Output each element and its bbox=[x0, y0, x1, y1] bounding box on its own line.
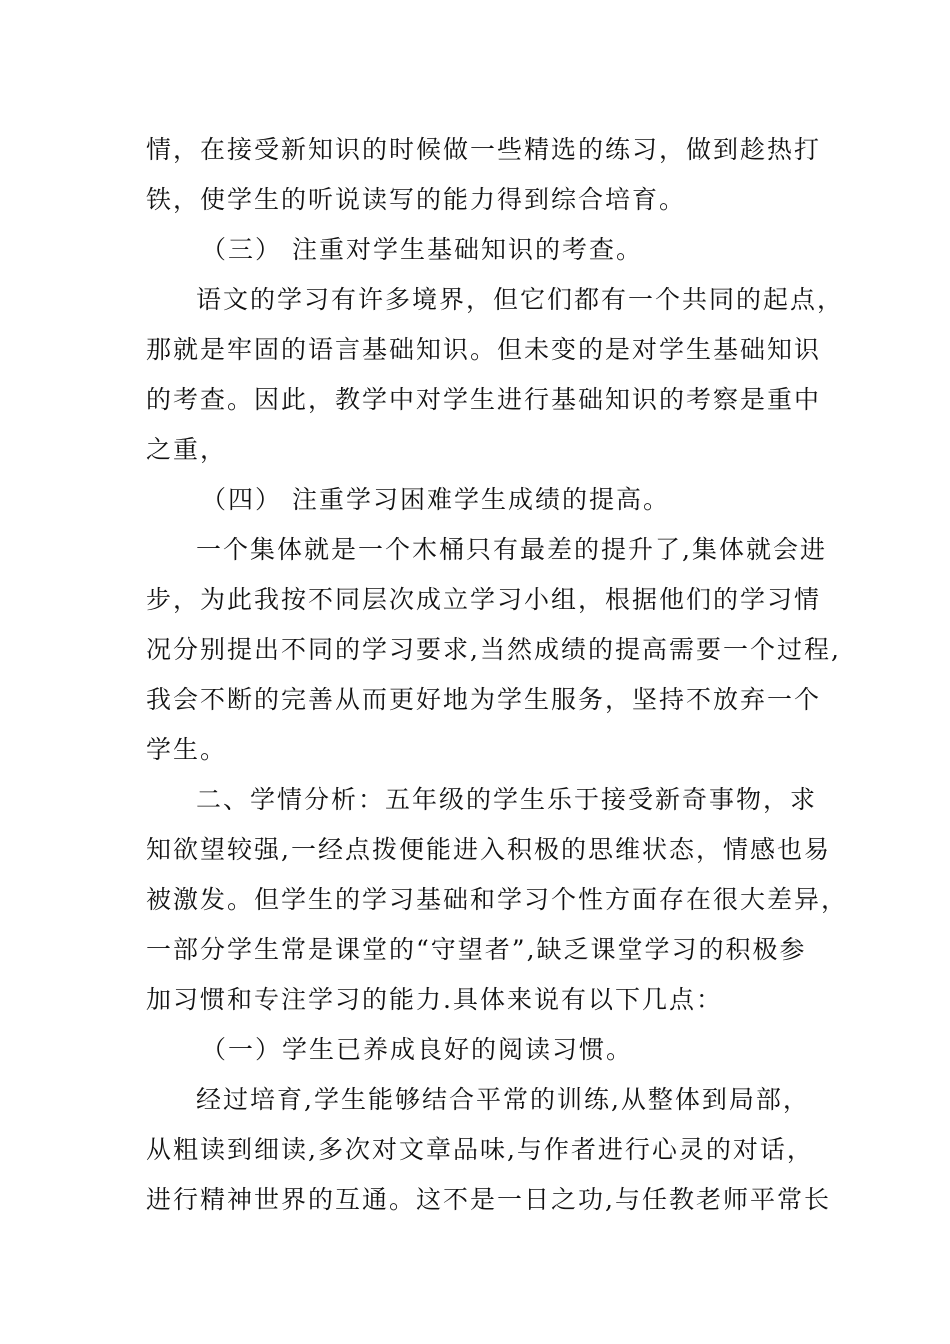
paragraph-start: 经过培育,学生能够结合平常的训练,从整体到局部， bbox=[196, 1085, 810, 1114]
paragraph-start: 一个集体就是一个木桶只有最差的提升了,集体就会进 bbox=[196, 535, 827, 564]
text-line: 进行精神世界的互通。这不是一日之功,与任教老师平常长 bbox=[146, 1185, 831, 1214]
text-line: 那就是牢固的语言基础知识。但未变的是对学生基础知识 bbox=[146, 335, 822, 364]
section-heading-one: （一）学生已养成良好的阅读习惯。 bbox=[201, 1035, 634, 1064]
text-line: 一部分学生常是课堂的“守望者”,缺乏课堂学习的积极参 bbox=[146, 935, 807, 964]
text-line: 知欲望较强,一经点拨便能进入积极的思维状态，情感也易 bbox=[146, 835, 831, 864]
text-line: 步，为此我按不同层次成立学习小组，根据他们的学习情 bbox=[146, 585, 822, 614]
text-line: 加习惯和专注学习的能力.具体来说有以下几点： bbox=[146, 985, 723, 1014]
text-line: 从粗读到细读,多次对文章品味,与作者进行心灵的对话， bbox=[146, 1135, 814, 1164]
section-heading-analysis: 二、学情分析：五年级的学生乐于接受新奇事物，求 bbox=[196, 785, 818, 814]
text-line: 的考查。因此，教学中对学生进行基础知识的考察是重中 bbox=[146, 385, 822, 414]
text-line: 情，在接受新知识的时候做一些精选的练习，做到趁热打 bbox=[146, 135, 822, 164]
paragraph-start: 语文的学习有许多境界，但它们都有一个共同的起点， bbox=[196, 285, 845, 314]
text-line: 被激发。但学生的学习基础和学习个性方面存在很大差异， bbox=[146, 885, 849, 914]
text-line: 之重， bbox=[146, 435, 228, 464]
text-line: 铁，使学生的听说读写的能力得到综合培育。 bbox=[146, 185, 687, 214]
text-line: 况分别提出不同的学习要求,当然成绩的提高需要一个过程, bbox=[146, 635, 841, 664]
section-heading-three: （三） 注重对学生基础知识的考查。 bbox=[201, 235, 643, 264]
section-heading-four: （四） 注重学习困难学生成绩的提高。 bbox=[201, 485, 670, 514]
text-line: 我会不断的完善从而更好地为学生服务，坚持不放弃一个 bbox=[146, 685, 822, 714]
text-line: 学生。 bbox=[146, 735, 228, 764]
